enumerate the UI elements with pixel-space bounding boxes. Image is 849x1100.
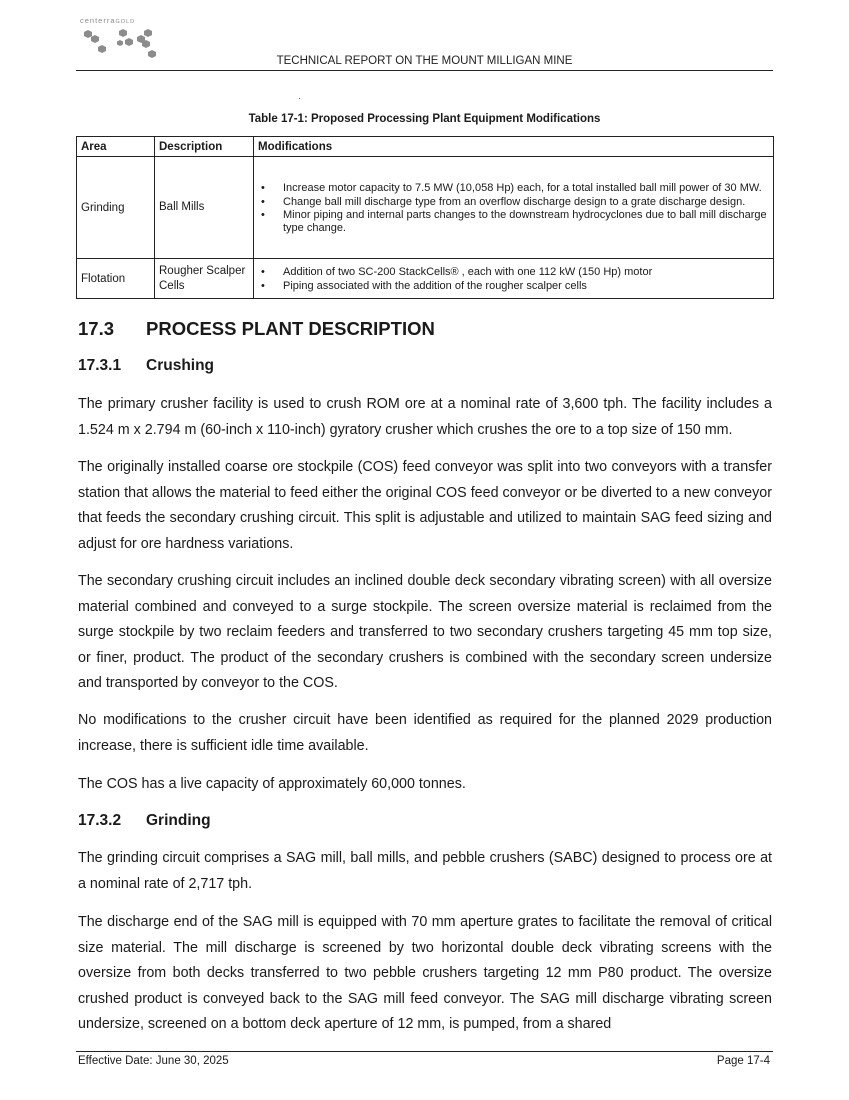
list-item: • Change ball mill discharge type from an overflow discharge design to a grate discharge design. — [258, 195, 769, 209]
page-number: Page 17-4 — [716, 1055, 770, 1067]
header-divider — [76, 70, 773, 71]
table-cell-description: Ball Mills — [155, 157, 254, 259]
section-title: PROCESS PLANT DESCRIPTION — [146, 318, 435, 339]
paragraph: The originally installed coarse ore stockpile (COS) feed conveyor was split into two conveyors with a transfer station that allows the material to feed either the original COS feed conveyor or be diverted to a new conveyor that feeds the secondary crushing circuit. This split is adjustable and utilized to maintain SAG feed sizing and adjust for ore hardness variations. — [78, 459, 772, 552]
table-cell-description: Rougher Scalper Cells — [155, 259, 254, 299]
list-item: • Minor piping and internal parts changes to the downstream hydrocyclones due to ball mill discharge type change. — [258, 208, 769, 234]
table-row — [77, 157, 774, 259]
list-item: • Addition of two SC-200 StackCells® , each with one 112 kW (150 Hp) motor — [258, 265, 769, 279]
paragraph: The grinding circuit comprises a SAG mill, ball mills, and pebble crushers (SABC) designed to process ore at a nominal rate of 2,717 tph. — [78, 850, 772, 892]
subsection-title: Crushing — [146, 357, 215, 374]
paragraph: The primary crusher facility is used to crush ROM ore at a nominal rate of 3,600 tph. The facility includes a 1.524 m x 2.794 m (60-inch x 110-inch) gyratory crusher which crushes the ore to a top size of 150 mm. — [78, 396, 772, 438]
effective-date: Effective Date: June 30, 2025 — [78, 1055, 229, 1067]
paragraph: The discharge end of the SAG mill is equipped with 70 mm aperture grates to facilitate the removal of critical size material. The mill discharge is screened by two horizontal double deck vibrating screens with the oversize from both decks transferred to two pebble crushers targeting 12 mm P80 product. The oversize crushed product is conveyed back to the SAG mill feed conveyor. The SAG mill discharge vibrating screen undersize, screened on a bottom deck aperture of 12 mm, is pumped, from a shared — [78, 914, 772, 1032]
paragraph: No modifications to the crusher circuit have been identified as required for the planned 2029 production increase, there is sufficient idle time available. — [78, 712, 772, 754]
modifications-list — [258, 265, 769, 292]
table-cell-modifications — [254, 157, 774, 259]
report-header-title: TECHNICAL REPORT ON THE MOUNT MILLIGAN MINE — [276, 55, 573, 67]
subsection-number: 17.3.2 — [78, 812, 122, 829]
column-header-modifications: Modifications — [254, 137, 774, 157]
table-cell-area: Grinding — [77, 157, 155, 259]
column-header-area: Area — [77, 137, 155, 157]
equipment-modifications-table — [76, 136, 774, 299]
table-cell-modifications — [254, 259, 774, 299]
paragraph: The secondary crushing circuit includes an inclined double deck secondary vibrating screen) with all oversize material combined and conveyed to a surge stockpile. The screen oversize material is reclaimed from the surge stockpile by two reclaim feeders and transferred to two secondary crushers targeting 45 mm top size, or finer, product. The product of the secondary crushers is combined with the secondary screen undersize and transported by conveyor to the COS. — [78, 573, 772, 691]
table-cell-area: Flotation — [77, 259, 155, 299]
section-number: 17.3 — [78, 318, 115, 339]
list-item: • Increase motor capacity to 7.5 MW (10,058 Hp) each, for a total installed ball mill power of 30 MW. — [258, 181, 769, 195]
subsection-title: Grinding — [146, 812, 211, 829]
table-row — [77, 259, 774, 299]
paragraph: The COS has a live capacity of approximately 60,000 tonnes. — [78, 776, 466, 792]
speck — [299, 98, 300, 99]
modifications-list — [258, 181, 769, 234]
column-header-description: Description — [155, 137, 254, 157]
list-item: • Piping associated with the addition of the rougher scalper cells — [258, 279, 769, 293]
footer-divider — [76, 1051, 773, 1052]
table-caption: Table 17-1: Proposed Processing Plant Equipment Modifications — [248, 113, 601, 125]
section-heading — [78, 318, 435, 340]
subsection-heading-crushing — [78, 357, 214, 375]
logo-wordmark: centerraGOLD — [80, 16, 136, 25]
table-header-row — [77, 137, 774, 157]
subsection-number: 17.3.1 — [78, 357, 122, 374]
subsection-heading-grinding — [78, 812, 211, 830]
